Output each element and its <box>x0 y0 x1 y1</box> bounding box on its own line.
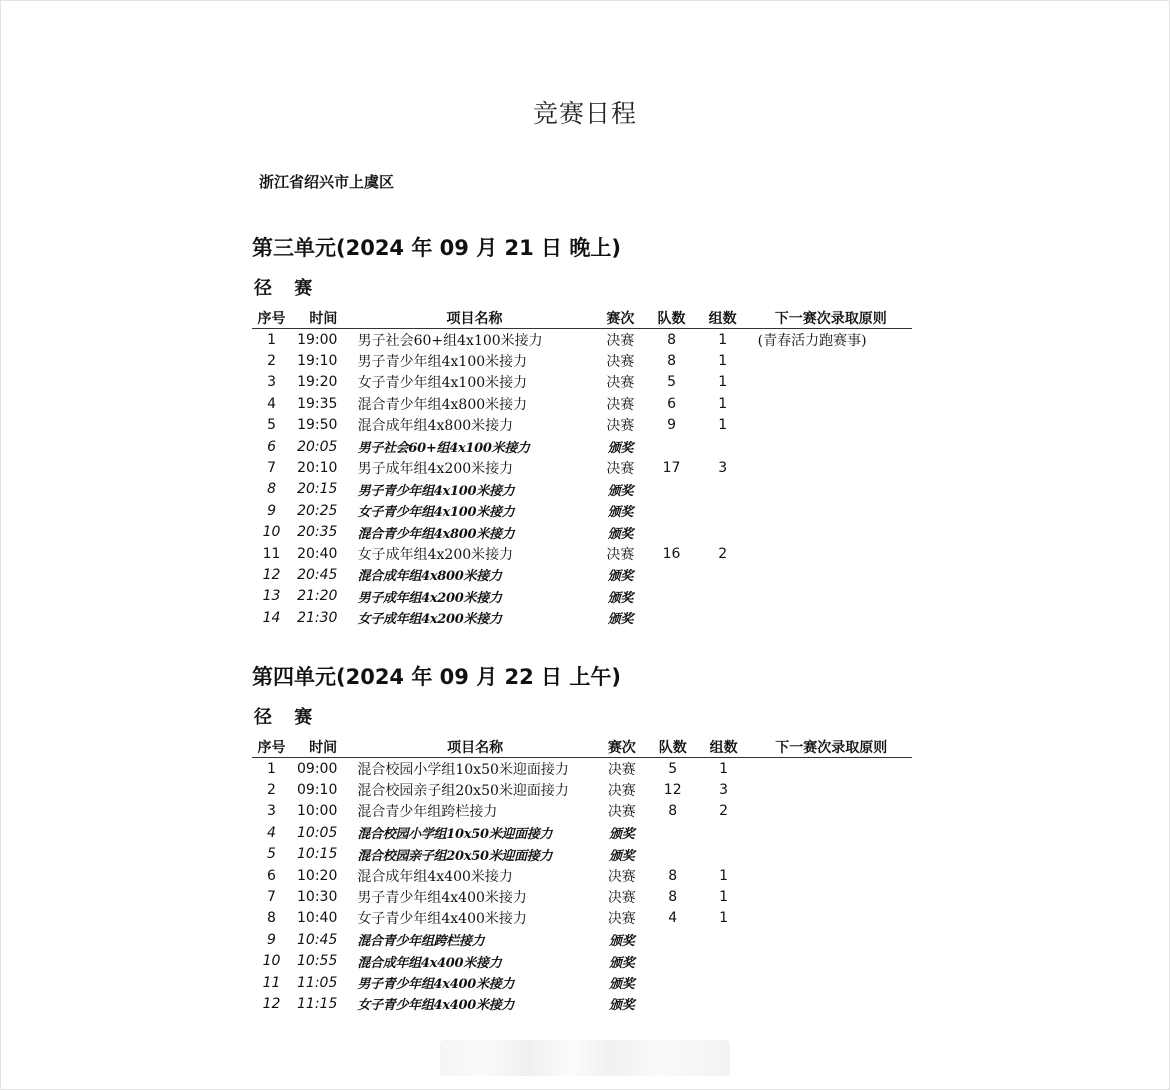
cell-round: 决赛 <box>607 911 636 928</box>
cell-round: 决赛 <box>606 546 635 563</box>
cell-event-name: 混合成年组4x800米接力 <box>357 418 514 435</box>
cell-no: 3 <box>267 374 276 391</box>
cell-teams: 17 <box>662 460 681 477</box>
cell-event-name: 女子成年组4x200米接力 <box>357 546 514 563</box>
cell-teams: 8 <box>667 331 676 348</box>
cell-teams: 6 <box>667 395 676 412</box>
cell-groups <box>696 522 750 543</box>
cell-no: 10 <box>262 524 281 541</box>
table-header-row <box>252 308 912 329</box>
cell-round: 决赛 <box>607 868 636 885</box>
award-row <box>252 586 912 607</box>
cell-no: 14 <box>262 609 281 626</box>
cell-round: 颁奖 <box>609 955 635 971</box>
cell-advance-rule <box>750 372 912 393</box>
cell-advance-rule <box>750 779 912 800</box>
header-groups: 组数 <box>697 737 751 758</box>
cell-teams: 9 <box>667 417 676 434</box>
cell-round: 决赛 <box>606 332 635 349</box>
award-row <box>252 436 912 457</box>
cell-groups: 1 <box>718 331 728 348</box>
cell-advance-rule <box>750 543 912 564</box>
cell-round: 决赛 <box>606 354 635 371</box>
cell-event-name: 女子青少年组4x100米接力 <box>357 505 515 521</box>
cell-time: 19:50 <box>297 417 338 434</box>
cell-event-name: 混合校园小学组10x50米迎面接力 <box>357 761 569 778</box>
table-row <box>252 886 912 907</box>
cell-round: 决赛 <box>606 396 635 413</box>
cell-teams: 12 <box>663 782 682 799</box>
cell-teams: 5 <box>667 374 676 391</box>
cell-teams: 4 <box>668 910 678 927</box>
cell-no: 4 <box>267 395 276 412</box>
cell-advance-rule <box>750 522 912 543</box>
cell-time: 11:15 <box>297 995 338 1012</box>
cell-no: 3 <box>267 803 276 820</box>
blurred-overlay <box>440 1040 730 1076</box>
location-label: 浙江省绍兴市上虞区 <box>259 173 395 191</box>
cell-advance-rule <box>750 929 912 950</box>
cell-round: 颁奖 <box>607 441 634 457</box>
table-row <box>252 372 912 393</box>
award-row <box>252 951 912 972</box>
cell-advance-rule <box>750 607 912 628</box>
cell-round: 颁奖 <box>607 505 634 521</box>
header-round: 赛次 <box>593 308 647 329</box>
award-row <box>252 993 912 1014</box>
cell-event-name: 男子青少年组4x100米接力 <box>357 354 528 371</box>
cell-event-name: 混合校园亲子组20x50米迎面接力 <box>357 848 553 864</box>
cell-groups <box>696 607 750 628</box>
cell-groups: 1 <box>719 910 729 927</box>
cell-time: 20:15 <box>297 481 338 498</box>
cell-advance-rule <box>750 993 912 1014</box>
cell-groups: 2 <box>719 803 729 820</box>
cell-event-name: 混合成年组4x400米接力 <box>357 955 502 971</box>
cell-no: 8 <box>267 910 276 927</box>
page-title: 竞赛日程 <box>532 99 637 128</box>
cell-no: 12 <box>262 995 281 1012</box>
cell-event-name: 混合青少年组4x800米接力 <box>357 396 528 413</box>
header-name: 项目名称 <box>356 308 594 329</box>
cell-event-name: 男子青少年组4x400米接力 <box>357 890 527 907</box>
table-row <box>252 865 912 886</box>
cell-teams: 8 <box>668 889 678 906</box>
cell-groups: 1 <box>718 417 728 434</box>
cell-round: 颁奖 <box>607 483 634 499</box>
cell-round: 决赛 <box>606 461 635 478</box>
cell-round: 颁奖 <box>607 590 634 606</box>
cell-event-name: 女子青少年组4x100米接力 <box>357 375 528 392</box>
cell-time: 19:35 <box>297 395 338 412</box>
cell-advance-rule <box>750 908 912 929</box>
cell-no: 2 <box>267 782 276 799</box>
cell-teams <box>647 607 695 628</box>
cell-time: 21:20 <box>297 588 338 605</box>
cell-groups <box>696 479 750 500</box>
event-type-label: 径 赛 <box>254 278 321 299</box>
cell-groups: 2 <box>718 545 728 562</box>
cell-teams <box>647 436 695 457</box>
table-row <box>252 543 912 564</box>
cell-event-name: 女子青少年组4x400米接力 <box>357 911 527 928</box>
table-row <box>252 457 912 478</box>
cell-advance-rule <box>750 865 912 886</box>
session-heading: 第四单元(2024 年 09 月 22 日 上午) <box>252 665 621 689</box>
cell-groups: 1 <box>719 889 729 906</box>
cell-advance-rule <box>750 457 912 478</box>
cell-teams <box>647 522 695 543</box>
table-row <box>252 801 912 822</box>
cell-advance-rule <box>750 822 912 843</box>
cell-teams <box>649 972 697 993</box>
table-row <box>252 758 912 780</box>
cell-groups: 3 <box>719 782 729 799</box>
header-teams: 队数 <box>649 737 697 758</box>
cell-time: 10:20 <box>297 867 338 884</box>
cell-time: 10:30 <box>297 889 338 906</box>
cell-event-name: 男子青少年组4x100米接力 <box>357 483 515 499</box>
cell-round: 颁奖 <box>609 848 635 864</box>
award-row <box>252 500 912 521</box>
cell-time: 20:45 <box>297 566 338 583</box>
header-no: 序号 <box>252 737 291 758</box>
table-body <box>252 329 912 629</box>
cell-groups: 1 <box>719 760 729 777</box>
award-row <box>252 844 912 865</box>
award-row <box>252 607 912 628</box>
table-row <box>252 779 912 800</box>
cell-no: 6 <box>267 867 276 884</box>
session-section <box>252 233 912 628</box>
cell-time: 20:35 <box>297 524 338 541</box>
cell-groups: 3 <box>718 460 728 477</box>
cell-round: 颁奖 <box>609 827 635 843</box>
cell-event-name: 混合校园小学组10x50米迎面接力 <box>357 827 553 843</box>
cell-no: 10 <box>262 953 281 970</box>
header-teams: 队数 <box>647 308 695 329</box>
cell-round: 颁奖 <box>609 977 635 993</box>
event-type-label: 径 赛 <box>254 707 321 728</box>
cell-advance-rule <box>750 586 912 607</box>
cell-teams <box>647 500 695 521</box>
cell-round: 决赛 <box>606 375 635 392</box>
cell-no: 1 <box>267 760 276 777</box>
cell-round: 颁奖 <box>607 569 634 585</box>
cell-groups: 1 <box>719 867 729 884</box>
cell-no: 7 <box>267 460 276 477</box>
table-row <box>252 393 912 414</box>
cell-advance-rule <box>750 801 912 822</box>
cell-event-name: 混合青少年组跨栏接力 <box>357 934 485 950</box>
cell-event-name: 男子成年组4x200米接力 <box>357 461 514 478</box>
award-row <box>252 972 912 993</box>
cell-event-name: 混合成年组4x400米接力 <box>357 868 513 885</box>
cell-time: 10:45 <box>297 931 338 948</box>
cell-groups <box>696 586 750 607</box>
cell-time: 19:20 <box>297 374 338 391</box>
table-row <box>252 415 912 436</box>
cell-event-name: 男子社会60+组4x100米接力 <box>357 332 543 349</box>
cell-no: 4 <box>267 824 276 841</box>
cell-groups <box>697 844 751 865</box>
table-header-row <box>252 737 912 758</box>
cell-event-name: 女子青少年组4x400米接力 <box>357 998 515 1014</box>
cell-advance-rule <box>750 436 912 457</box>
cell-round: 决赛 <box>607 890 636 907</box>
cell-event-name: 女子成年组4x200米接力 <box>357 612 502 628</box>
cell-time: 20:25 <box>297 502 338 519</box>
cell-advance-rule: (青春活力跑赛事) <box>757 332 867 349</box>
cell-time: 19:10 <box>297 353 338 370</box>
cell-teams <box>649 993 697 1014</box>
cell-time: 11:05 <box>297 974 338 991</box>
cell-time: 20:40 <box>297 545 338 562</box>
cell-teams <box>647 586 695 607</box>
session-heading: 第三单元(2024 年 09 月 21 日 晚上) <box>252 236 621 260</box>
cell-no: 8 <box>267 481 276 498</box>
cell-round: 决赛 <box>607 804 636 821</box>
cell-advance-rule <box>750 886 912 907</box>
cell-time: 10:05 <box>297 824 338 841</box>
header-rule: 下一赛次录取原则 <box>750 737 912 758</box>
table-row <box>252 908 912 929</box>
cell-groups <box>697 929 751 950</box>
cell-event-name: 混合青少年组跨栏接力 <box>357 804 498 821</box>
cell-no: 2 <box>267 353 276 370</box>
cell-no: 11 <box>262 545 281 562</box>
schedule-table <box>252 737 912 1015</box>
cell-groups <box>697 951 751 972</box>
cell-time: 19:00 <box>297 331 338 348</box>
cell-no: 9 <box>267 502 276 519</box>
cell-no: 5 <box>267 417 276 434</box>
cell-advance-rule <box>750 844 912 865</box>
cell-advance-rule <box>750 500 912 521</box>
cell-event-name: 男子社会60+组4x100米接力 <box>357 441 530 457</box>
cell-round: 颁奖 <box>609 934 635 950</box>
cell-time: 21:30 <box>297 609 338 626</box>
award-row <box>252 564 912 585</box>
cell-groups <box>697 972 751 993</box>
cell-groups <box>697 822 751 843</box>
cell-time: 10:40 <box>297 910 338 927</box>
cell-no: 13 <box>262 588 281 605</box>
cell-no: 5 <box>267 846 276 863</box>
header-rule: 下一赛次录取原则 <box>750 308 912 329</box>
cell-teams <box>649 951 697 972</box>
cell-no: 12 <box>262 566 281 583</box>
cell-teams <box>647 479 695 500</box>
cell-time: 10:15 <box>297 846 338 863</box>
cell-time: 20:05 <box>297 438 338 455</box>
cell-round: 决赛 <box>606 418 635 435</box>
cell-round: 颁奖 <box>609 998 635 1014</box>
cell-advance-rule <box>750 415 912 436</box>
table-row <box>252 329 912 351</box>
cell-teams: 5 <box>668 760 678 777</box>
cell-no: 6 <box>267 438 276 455</box>
cell-teams: 8 <box>667 353 676 370</box>
cell-groups: 1 <box>718 374 728 391</box>
cell-time: 09:10 <box>297 782 338 799</box>
table-row <box>252 350 912 371</box>
cell-time: 09:00 <box>297 760 338 777</box>
cell-teams: 16 <box>662 545 681 562</box>
cell-time: 20:10 <box>297 460 338 477</box>
cell-advance-rule <box>750 972 912 993</box>
cell-teams <box>649 929 697 950</box>
cell-round: 决赛 <box>607 783 636 800</box>
cell-advance-rule <box>750 479 912 500</box>
schedule-table <box>252 308 912 628</box>
cell-round: 颁奖 <box>607 612 634 628</box>
session-section <box>252 662 912 1015</box>
cell-teams: 8 <box>668 803 678 820</box>
cell-event-name: 混合青少年组4x800米接力 <box>357 526 515 542</box>
header-time: 时间 <box>291 308 356 329</box>
cell-teams: 8 <box>668 867 678 884</box>
cell-event-name: 男子成年组4x200米接力 <box>357 590 502 606</box>
cell-round: 颁奖 <box>607 526 634 542</box>
cell-groups <box>696 500 750 521</box>
cell-advance-rule <box>750 393 912 414</box>
cell-groups: 1 <box>718 353 728 370</box>
cell-groups <box>697 993 751 1014</box>
award-row <box>252 929 912 950</box>
header-name: 项目名称 <box>355 737 595 758</box>
award-row <box>252 522 912 543</box>
cell-round: 决赛 <box>607 761 636 778</box>
cell-groups: 1 <box>718 395 728 412</box>
table-body <box>252 758 912 1015</box>
cell-advance-rule <box>750 951 912 972</box>
cell-time: 10:55 <box>297 953 338 970</box>
cell-groups <box>696 436 750 457</box>
cell-no: 1 <box>267 331 276 348</box>
cell-teams <box>647 564 695 585</box>
cell-no: 11 <box>262 974 281 991</box>
header-time: 时间 <box>291 737 355 758</box>
cell-groups <box>696 564 750 585</box>
cell-advance-rule <box>750 758 912 780</box>
cell-time: 10:00 <box>297 803 338 820</box>
cell-teams <box>649 822 697 843</box>
cell-teams <box>649 844 697 865</box>
award-row <box>252 479 912 500</box>
cell-event-name: 男子青少年组4x400米接力 <box>357 977 515 993</box>
cell-no: 7 <box>267 889 276 906</box>
cell-advance-rule <box>750 350 912 371</box>
cell-no: 9 <box>267 931 276 948</box>
header-round: 赛次 <box>595 737 649 758</box>
cell-event-name: 混合成年组4x800米接力 <box>357 569 502 585</box>
cell-advance-rule <box>750 564 912 585</box>
cell-event-name: 混合校园亲子组20x50米迎面接力 <box>357 783 569 800</box>
header-no: 序号 <box>252 308 291 329</box>
header-groups: 组数 <box>696 308 750 329</box>
award-row <box>252 822 912 843</box>
